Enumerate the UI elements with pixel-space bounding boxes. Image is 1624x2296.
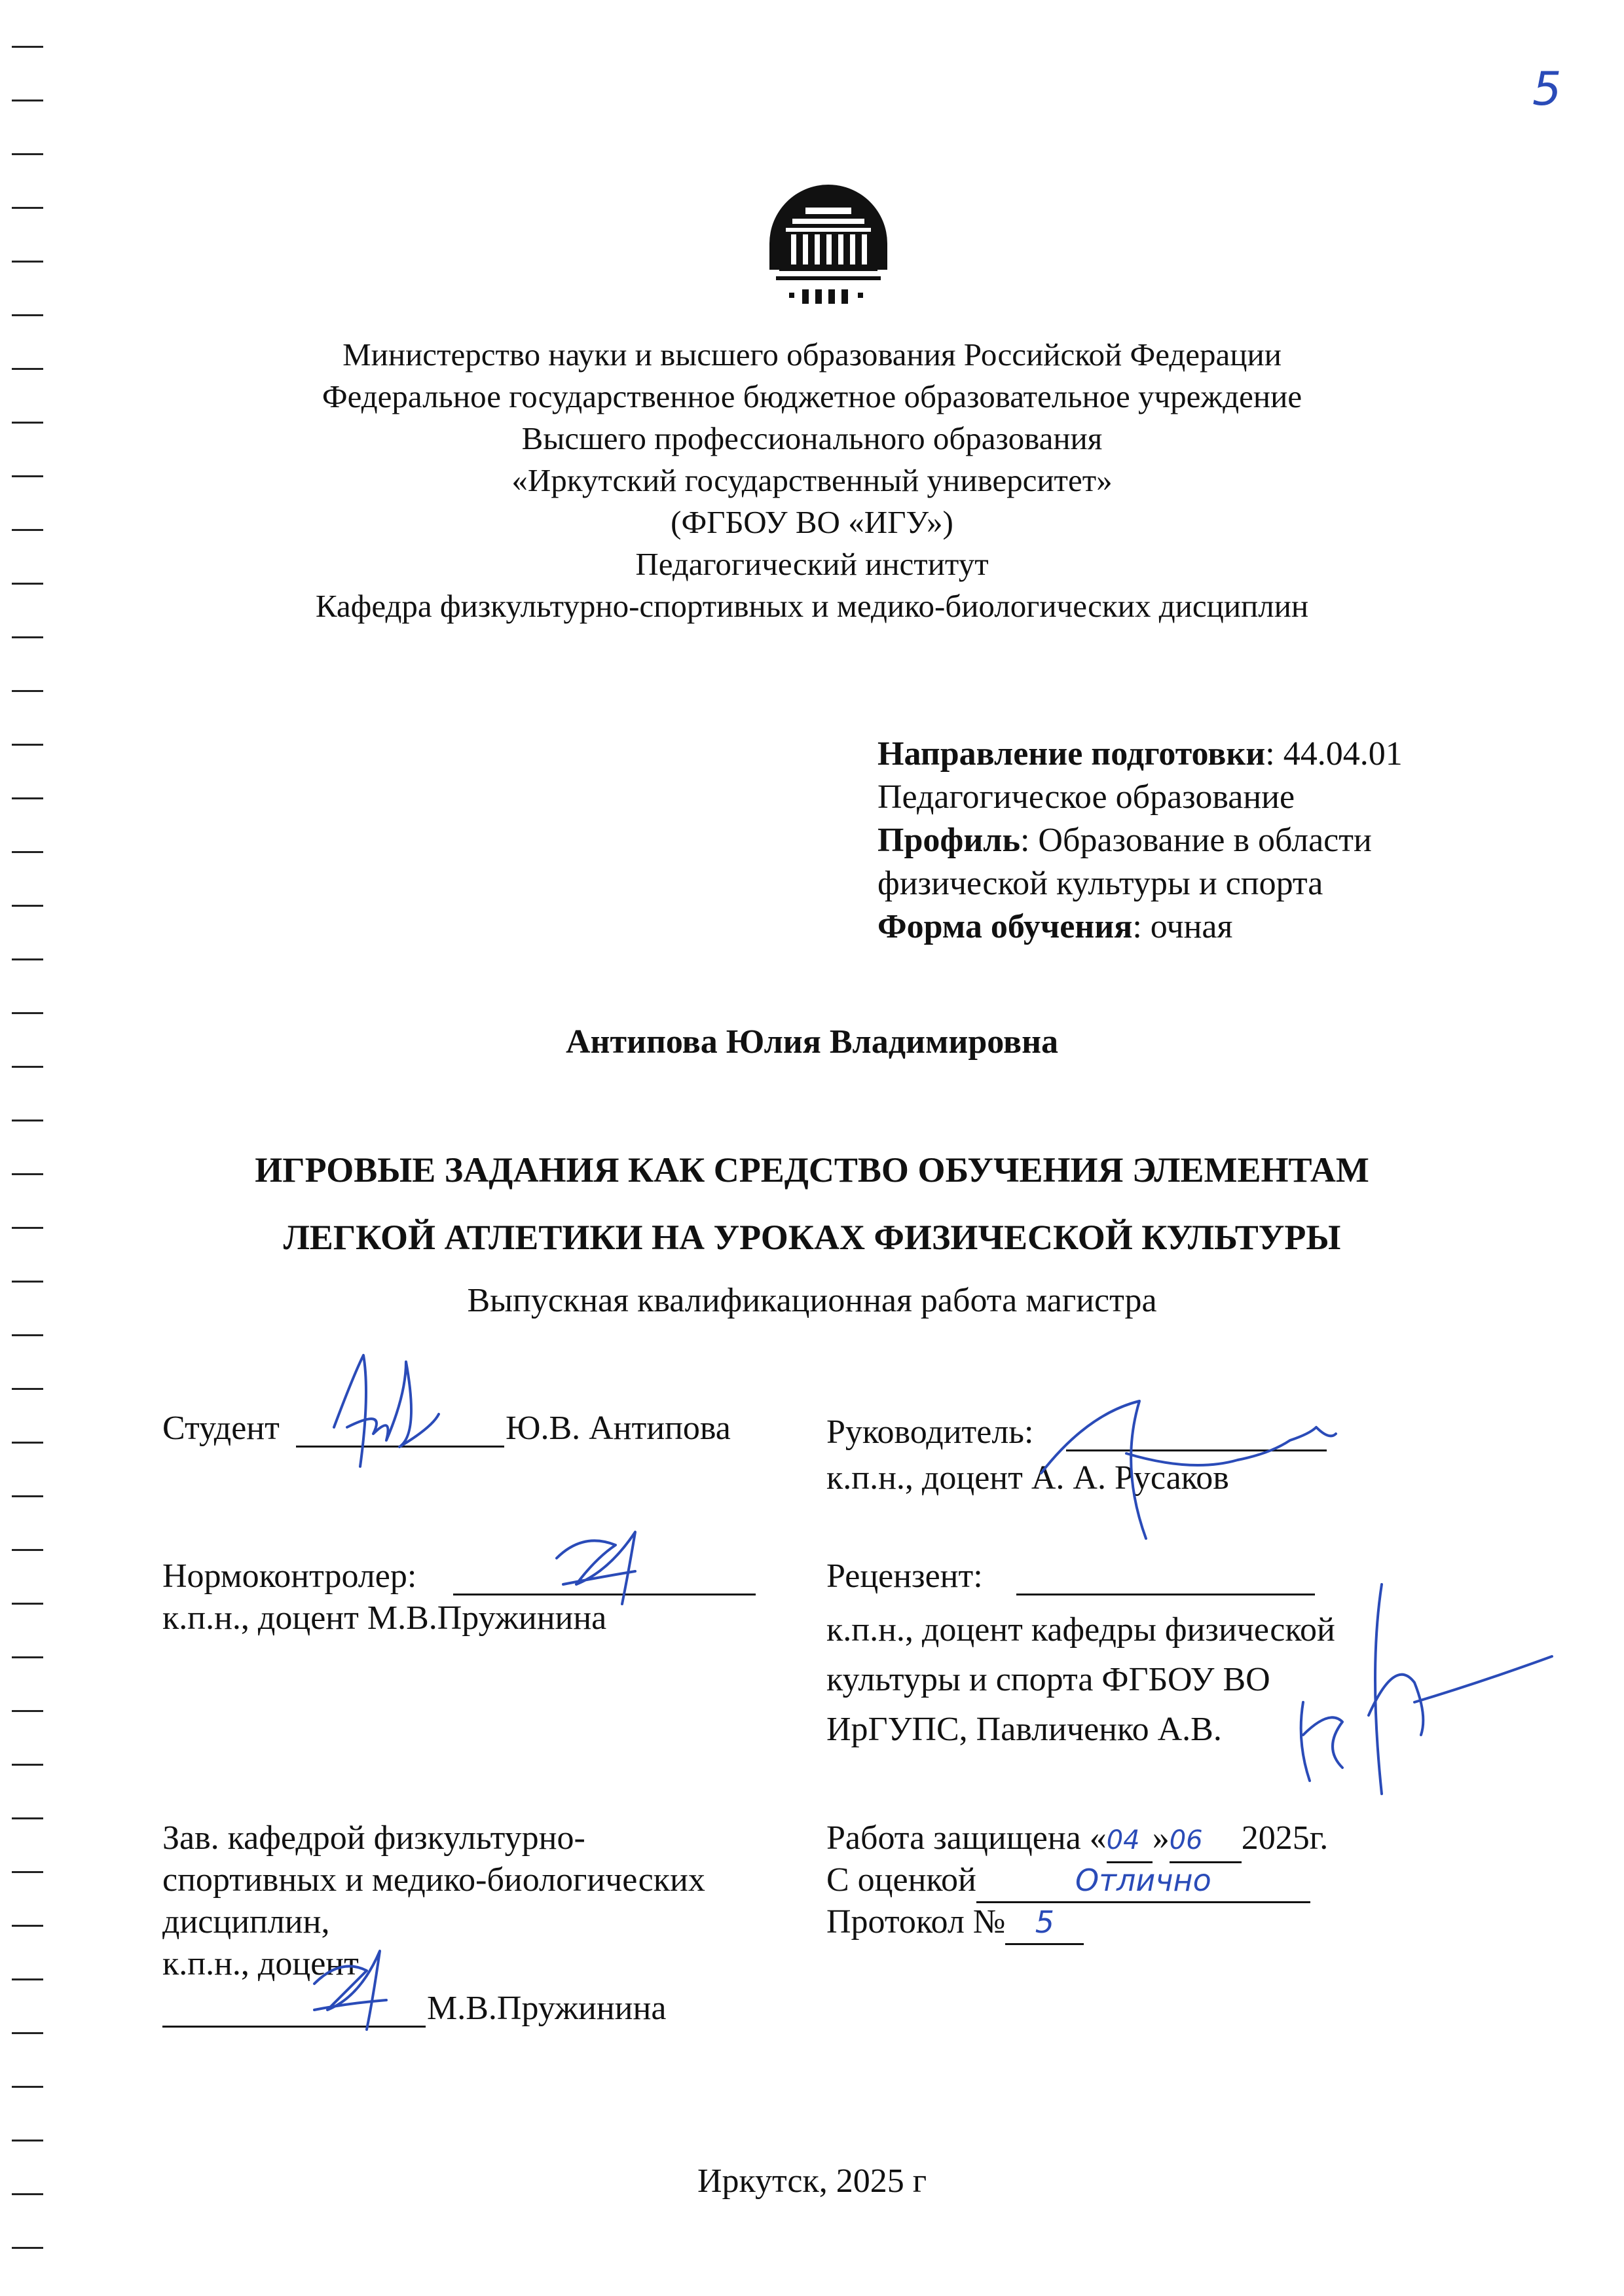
binding-hole <box>12 690 43 692</box>
header-institution-type: Федеральное государственное бюджетное образовательное учреждение <box>322 378 1302 414</box>
defended-day: 04 <box>1107 1817 1153 1863</box>
thesis-subtitle: Выпускная квалификационная работа магистра <box>467 1282 1157 1319</box>
form-value: : очная <box>1132 908 1233 945</box>
header-department: Кафедра физкультурно-спортивных и медико-биологических дисциплин <box>315 588 1309 624</box>
header-institute: Педагогический институт <box>635 546 989 582</box>
binding-hole <box>12 1656 43 1658</box>
binding-hole <box>12 46 43 48</box>
binding-hole <box>12 905 43 907</box>
binding-hole <box>12 1495 43 1497</box>
protocol-value: 5 <box>1005 1901 1084 1945</box>
defended-suffix: 2025г. <box>1241 1819 1329 1857</box>
protocol-label: Протокол № <box>826 1903 1006 1941</box>
binding-hole <box>12 2140 43 2141</box>
program-profile <box>877 820 1372 862</box>
head-line-1: Зав. кафедрой физкультурно- <box>162 1819 585 1857</box>
binding-hole <box>12 1603 43 1605</box>
binding-hole <box>12 1710 43 1712</box>
thesis-title-line1: ИГРОВЫЕ ЗАДАНИЯ КАК СРЕДСТВО ОБУЧЕНИЯ ЭЛЕМЕНТАМ <box>255 1150 1369 1190</box>
binding-hole <box>12 153 43 155</box>
student-label: Студент <box>162 1410 280 1447</box>
binding-hole <box>12 2032 43 2034</box>
binding-hole <box>12 207 43 209</box>
city-year: Иркутск, 2025 г <box>697 2162 927 2200</box>
defended-mid: » <box>1152 1819 1170 1857</box>
binding-hole <box>12 1817 43 1819</box>
defended-prefix: Работа защищена « <box>826 1819 1107 1857</box>
reviewer-signature <box>1270 1571 1559 1807</box>
normcontrol-degree: к.п.н., доцент М.В.Пружинина <box>162 1599 607 1637</box>
program-direction <box>877 733 1403 775</box>
grade-line <box>826 1859 1310 1903</box>
form-label: Форма обучения <box>877 908 1133 945</box>
head-line-4: к.п.н., доцент <box>162 1945 359 1982</box>
program-form <box>877 906 1232 948</box>
head-name: М.В.Пружинина <box>427 1990 667 2027</box>
header-university-name: «Иркутский государственный университет» <box>511 462 1113 498</box>
binding-hole <box>12 1120 43 1121</box>
binding-hole <box>12 851 43 853</box>
binding-hole <box>12 958 43 960</box>
grade-label: С оценкой <box>826 1861 976 1899</box>
university-logo <box>766 172 891 309</box>
binding-hole <box>12 1549 43 1551</box>
header-university-abbr: (ФГБОУ ВО «ИГУ») <box>671 504 953 540</box>
program-profile-cont: физической культуры и спорта <box>877 865 1323 902</box>
binding-hole <box>12 1764 43 1766</box>
binding-hole <box>12 744 43 746</box>
binding-hole <box>12 100 43 101</box>
profile-value: : Образование в области <box>1020 822 1372 859</box>
supervisor-label: Руководитель: <box>826 1413 1034 1451</box>
author-name: Антипова Юлия Владимировна <box>565 1023 1059 1061</box>
normcontrol-label: Нормоконтролер: <box>162 1558 417 1595</box>
grade-value: Отлично <box>976 1859 1310 1903</box>
binding-hole <box>12 1066 43 1068</box>
student-signature <box>308 1336 452 1493</box>
direction-value: : 44.04.01 <box>1265 735 1403 773</box>
head-signature <box>288 1938 406 2036</box>
binding-hole <box>12 314 43 316</box>
handwritten-page-number <box>1526 59 1591 118</box>
supervisor-signature <box>1022 1375 1349 1545</box>
supervisor-degree: к.п.н., доцент А. А. Русаков <box>826 1459 1229 1497</box>
reviewer-label: Рецензент: <box>826 1558 983 1595</box>
binding-hole <box>12 1978 43 1980</box>
binding-hole <box>12 2247 43 2249</box>
direction-label: Направление подготовки <box>877 735 1266 773</box>
reviewer-line-2: культуры и спорта ФГБОУ ВО <box>826 1661 1270 1698</box>
binding-hole <box>12 1871 43 1873</box>
profile-label: Профиль <box>877 822 1020 859</box>
binding-hole <box>12 636 43 638</box>
normcontrol-signature <box>537 1519 655 1617</box>
binding-hole <box>12 1334 43 1336</box>
protocol-line <box>826 1901 1084 1945</box>
reviewer-line-3: ИрГУПС, Павличенко А.В. <box>826 1711 1222 1748</box>
head-line-2: спортивных и медико-биологических <box>162 1861 705 1899</box>
defended-line <box>826 1817 1328 1863</box>
binding-hole <box>12 261 43 263</box>
thesis-title-line2: ЛЕГКОЙ АТЛЕТИКИ НА УРОКАХ ФИЗИЧЕСКОЙ КУЛЬТУРЫ <box>283 1218 1341 1257</box>
program-direction-cont: Педагогическое образование <box>877 778 1295 816</box>
defended-month: 06 <box>1170 1817 1242 1863</box>
binding-hole <box>12 2086 43 2088</box>
head-line-3: дисциплин, <box>162 1903 330 1941</box>
svg-text:5: 5 <box>1532 62 1562 116</box>
header-ministry: Министерство науки и высшего образования Российской Федерации <box>342 337 1282 373</box>
binding-hole <box>12 1442 43 1444</box>
binding-hole <box>12 1388 43 1390</box>
binding-hole <box>12 1012 43 1014</box>
binding-hole <box>12 1925 43 1927</box>
header-education-level: Высшего профессионального образования <box>521 420 1103 456</box>
student-name: Ю.В. Антипова <box>506 1410 731 1447</box>
binding-hole <box>12 797 43 799</box>
reviewer-line-1: к.п.н., доцент кафедры физической <box>826 1611 1335 1649</box>
